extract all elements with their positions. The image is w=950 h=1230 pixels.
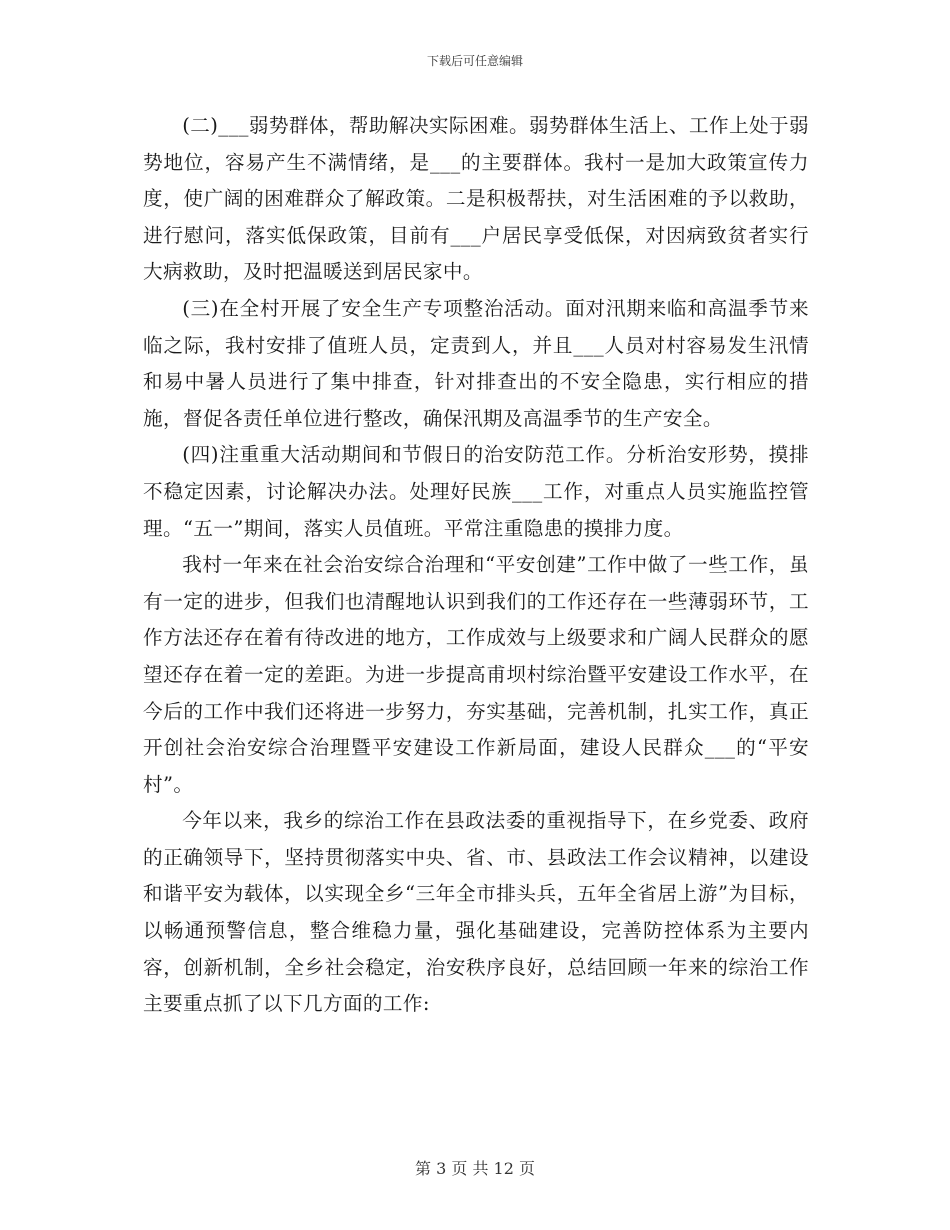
document-body	[143, 108, 809, 1023]
paragraph-section-four: (四)注重重大活动期间和节假日的治安防范工作。分析治安形势，摸排不稳定因素，讨论解决办法。处理好民族___工作，对重点人员实施监控管理。“五一”期间，落实人员值班。平常注重隐患的摸排力度。	[143, 443, 809, 540]
page-number: 第 3 页 共 12 页	[415, 1159, 535, 1178]
paragraph-section-three: (三)在全村开展了安全生产专项整治活动。面对汛期来临和高温季节来临之际，我村安排了值班人员，定责到人，并且___人员对村容易发生汛情和易中暑人员进行了集中排查，针对排查出的不安全隐患，实行相应的措施，督促各责任单位进行整改，确保汛期及高温季节的生产安全。	[143, 296, 809, 430]
paragraph-summary: 我村一年来在社会治安综合治理和“平安创建”工作中做了一些工作，虽有一定的进步，但我们也清醒地认识到我们的工作还存在一些薄弱环节，工作方法还存在着有待改进的地方，工作成效与上级要求和广阔人民群众的愿望还存在着一定的差距。为进一步提高甫坝村综治暨平安建设工作水平，在今后的工作中我们还将进一步努力，夯实基础，完善机制，扎实工作，真正开创社会治安综合治理暨平安建设工作新局面，建设人民群众___的“平安村”。	[143, 553, 809, 796]
paragraph-section-two: (二)___弱势群体，帮助解决实际困难。弱势群体生活上、工作上处于弱势地位，容易产生不满情绪，是___的主要群体。我村一是加大政策宣传力度，使广阔的困难群众了解政策。二是积极帮扶，对生活困难的予以救助，进行慰问，落实低保政策，目前有___户居民享受低保，对因病致贫者实行大病救助，及时把温暖送到居民家中。	[143, 114, 809, 284]
page-header-note: 下载后可任意编辑	[426, 54, 523, 68]
paragraph-overview: 今年以来，我乡的综治工作在县政法委的重视指导下，在乡党委、政府的正确领导下，坚持贯彻落实中央、省、市、县政法工作会议精神，以建设和谐平安为载体，以实现全乡“三年全市排头兵，五年全省居上游”为目标，以畅通预警信息，整合维稳力量，强化基础建设，完善防控体系为主要内容，创新机制，全乡社会稳定，治安秩序良好，总结回顾一年来的综治工作主要重点抓了以下几方面的工作:	[143, 809, 809, 1016]
